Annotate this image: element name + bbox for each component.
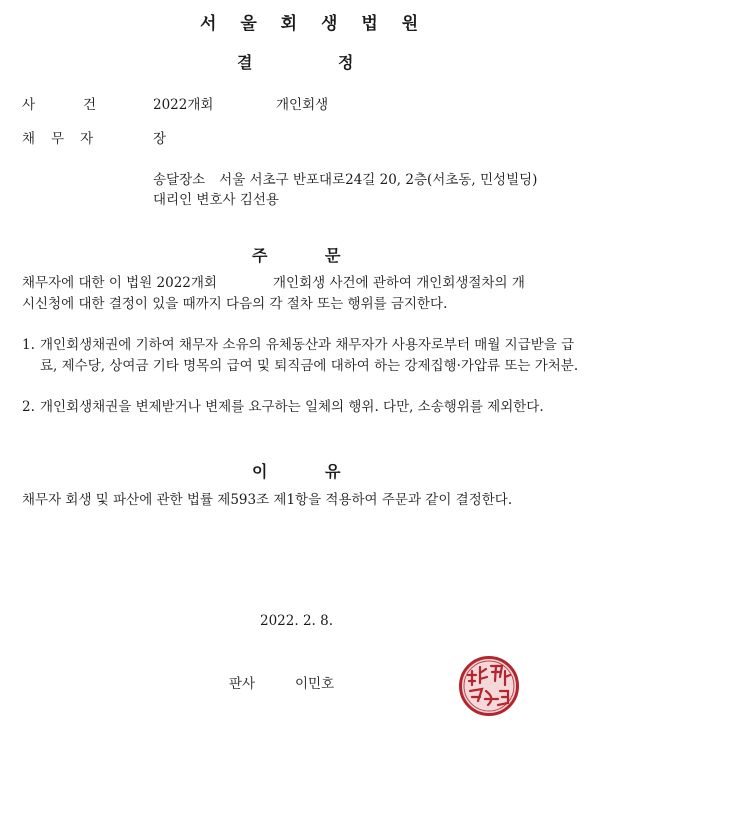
order-item-text: 개인회생채권에 기하여 채무자 소유의 유체동산과 채무자가 사용자로부터 매월 지급받을 급료, 제수당, 상여금 기타 명목의 급여 및 퇴직금에 대하여 하는 강제집행·가압류 또는 가처분. — [40, 337, 579, 374]
service-line — [153, 170, 537, 190]
court-name: 서 울 회 생 법 원 — [200, 14, 428, 34]
case-number: 2022개회 — [153, 97, 214, 113]
order-heading-right: 문 — [325, 246, 341, 265]
debtor-name: 장 — [153, 131, 167, 147]
service-label: 송달장소 — [153, 172, 206, 188]
order-intro-line2: 시신청에 대한 결정이 있을 때까지 다음의 각 절차 또는 행위를 금지한다. — [22, 296, 448, 312]
agent: 대리인 변호사 김선용 — [153, 192, 279, 208]
order-intro-part2: 개인회생 사건에 관하여 개인회생절차의 개 — [272, 275, 525, 291]
case-label-2: 건 — [83, 97, 97, 113]
order-intro — [22, 273, 582, 315]
case-label-1: 사 — [22, 97, 36, 113]
order-item-1 — [22, 335, 582, 376]
service-address: 서울 서초구 반포대로24길 20, 2층(서초동, 민성빌딩) — [219, 172, 538, 188]
case-type: 개인회생 — [276, 97, 329, 113]
reason-heading-right: 유 — [325, 462, 341, 481]
order-item-2 — [22, 397, 582, 418]
order-intro-part1: 채무자에 대한 이 법원 2022개회 — [22, 275, 217, 291]
judge-title: 판사 — [229, 676, 256, 692]
judge-name: 이민호 — [295, 676, 335, 692]
order-item-number: 2. — [22, 399, 35, 415]
order-heading-left: 주 — [252, 246, 268, 265]
order-item-number: 1. — [22, 337, 35, 353]
reason-heading-left: 이 — [252, 462, 268, 481]
case-label — [22, 95, 96, 115]
reason-text: 채무자 회생 및 파산에 관한 법률 제593조 제1항을 적용하여 주문과 같이 결정한다. — [22, 492, 513, 508]
court-seal-icon — [458, 655, 520, 717]
doc-type-right: 정 — [338, 53, 354, 72]
doc-type-left: 결 — [237, 53, 253, 72]
order-item-text: 개인회생채권을 변제받거나 변제를 요구하는 일체의 행위. 다만, 소송행위를 제외한다. — [40, 399, 544, 415]
debtor-label: 채 무 자 — [22, 131, 94, 147]
decision-date: 2022. 2. 8. — [260, 613, 333, 629]
